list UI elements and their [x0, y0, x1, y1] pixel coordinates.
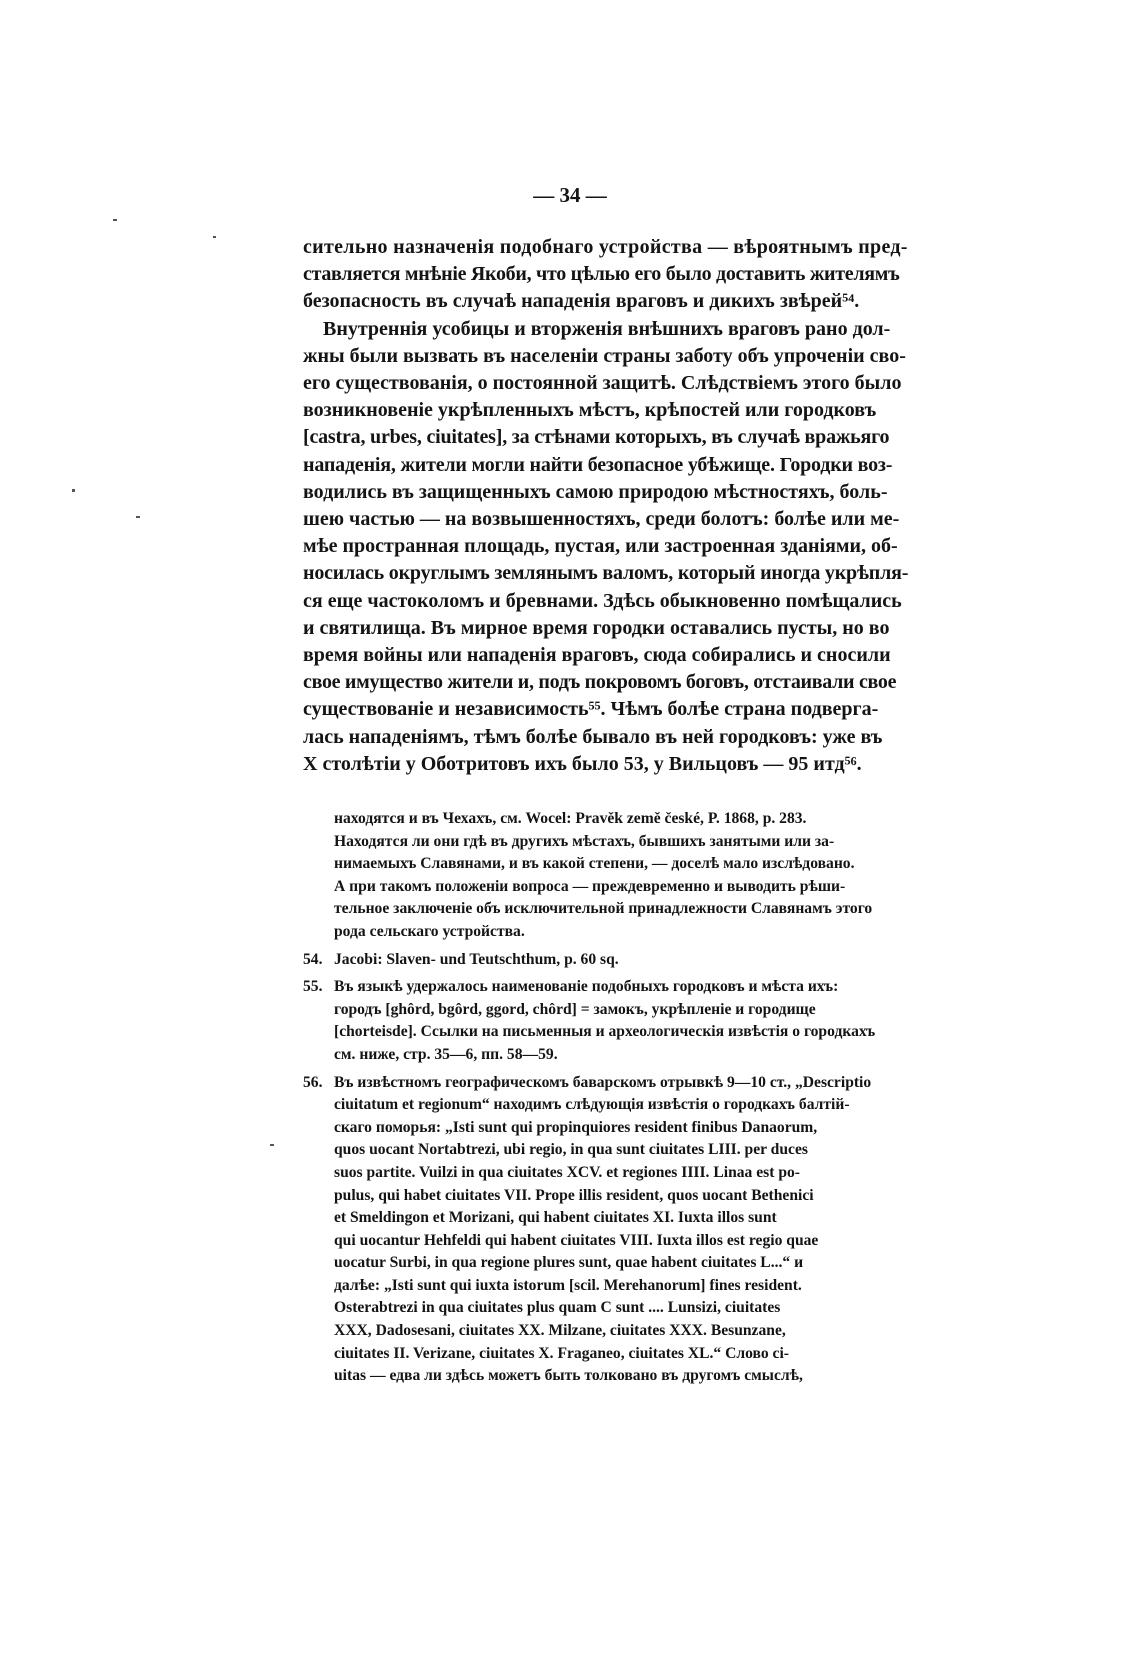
footnote-line: XXX, Dadosesani, ciuitates XX. Milzane, ciuitates XXX. Besunzane,	[334, 1322, 786, 1340]
footnote-line: ciuitatum et regionum“ находимъ слѣдующія извѣстія о городкахъ балтій-	[334, 1096, 850, 1114]
footnote-56	[303, 1072, 979, 1388]
footnote-line: тельное заключеніе объ исключительной принадлежности Славянамъ этого	[334, 900, 873, 918]
body-line: Внутреннія усобицы и вторженія внѣшнихъ враговъ рано дол-	[303, 317, 891, 340]
body-line: [castra, urbes, ciuitates], за стѣнами которыхъ, въ случаѣ вражьяго	[303, 426, 890, 449]
body-line: носилась округлымъ землянымъ валомъ, который иногда укрѣпля-	[303, 562, 909, 585]
footnote-line: скаго поморья: „Isti sunt qui propinquiores resident finibus Danaorum,	[334, 1118, 818, 1136]
footnote-line: uocatur Surbi, in qua regione plures sunt, quae habent ciuitates L...“ и	[334, 1254, 804, 1272]
body-line: сительно назначенія подобнаго устройства — вѣроятнымъ пред-	[303, 236, 908, 258]
scan-speck	[136, 516, 140, 518]
scan-speck	[72, 489, 75, 492]
body-line: время войны или нападенія враговъ, сюда собирались и сносили	[303, 644, 891, 667]
footnote-line	[303, 976, 979, 999]
body-line: безопасность въ случаѣ нападенія враговъ и дикихъ звѣрей⁵⁴.	[303, 290, 860, 313]
footnote-line: suos partite. Vuilzi in qua ciuitates XCV. et regiones IIII. Linaa est po-	[334, 1163, 800, 1181]
footnote-line: далѣе: „Isti sunt qui iuxta istorum [scil. Merehanorum] fines resident.	[334, 1276, 802, 1294]
footnote-number: 56.	[303, 1073, 323, 1091]
footnote-line	[303, 949, 979, 972]
footnote-line: см. ниже, стр. 35—6, пп. 58—59.	[334, 1045, 558, 1063]
footnote-line: городъ [ghôrd, bgôrd, ggord, chôrd] = замокъ, укрѣпленіе и городище	[334, 1000, 816, 1018]
footnote-line: [chorteisde]. Ссылки на письменныя и археологическія извѣстія о городкахъ	[334, 1023, 876, 1041]
footnote-line: qui uocantur Hehfeldi qui habent ciuitates VIII. Iuxta illos est regio quae	[334, 1231, 819, 1249]
body-line: и святилища. Въ мирное время городки оставались пусты, но во	[303, 616, 890, 639]
scan-speck	[113, 219, 117, 221]
body-line: ставляется мнѣніе Якоби, что цѣлью его было доставить жителямъ	[303, 263, 900, 286]
body-line: возникновеніе укрѣпленныхъ мѣстъ, крѣпостей или городковъ	[303, 399, 877, 422]
body-line: мѣе пространная площадь, пустая, или застроенная зданіями, об-	[303, 535, 898, 558]
footnote-number: 54.	[303, 950, 323, 968]
footnote-line: Osterabtrezi in qua ciuitates plus quam C sunt .... Lunsizi, ciuitates	[334, 1299, 781, 1317]
body-line: шею частью — на возвышенностяхъ, среди болотъ: болѣе или ме-	[303, 508, 900, 531]
body-line: его существованія, о постоянной защитѣ. Слѣдствіемъ этого было	[303, 372, 902, 395]
scan-speck	[270, 1144, 274, 1146]
footnote-line: et Smeldingon et Morizani, qui habent ciuitates XI. Iuxta illos sunt	[334, 1209, 777, 1227]
footnote-line: А при такомъ положеніи вопроса — преждевременно и выводить рѣши-	[334, 877, 846, 895]
body-line: ся еще частоколомъ и бревнами. Здѣсь обыкновенно помѣщались	[303, 589, 902, 612]
body-line: существованіе и независимость⁵⁵. Чѣмъ болѣе страна подверга-	[303, 698, 879, 721]
footnote-line: рода сельскаго устройства.	[334, 922, 525, 940]
scan-speck	[213, 236, 216, 238]
footnote-text: Въ языкѣ удержалось наименованіе подобныхъ городковъ и мѣста ихъ:	[334, 978, 839, 996]
footnotes	[303, 808, 979, 1388]
body-line: свое имущество жители и, подъ покровомъ боговъ, отстаивали свое	[303, 671, 897, 694]
footnote-line: ciuitates II. Verizane, ciuitates X. Fraganeo, ciuitates XL.“ Слово ci-	[334, 1344, 789, 1362]
page-number: — 34 —	[533, 183, 607, 207]
footnote-line: нимаемыхъ Славянами, и въ какой степени, — доселѣ мало изслѣдовано.	[334, 855, 855, 873]
footnote-line: pulus, qui habet ciuitates VII. Prope illis resident, quos uocant Bethenici	[334, 1186, 814, 1204]
footnote-54	[303, 949, 979, 972]
body-line: жны были вызвать въ населеніи страны заботу объ упроченіи сво-	[303, 344, 906, 367]
footnote-text: Въ извѣстномъ географическомъ баварскомъ отрывкѣ 9—10 ст., „Descriptio	[334, 1073, 872, 1091]
footnote-continuation	[334, 808, 979, 944]
footnote-text: Jacobi: Slaven- und Teutschthum, p. 60 sq.	[334, 950, 619, 968]
body-line: X столѣтіи у Оботритовъ ихъ было 53, у Вильцовъ — 95 итд⁵⁶.	[303, 752, 862, 775]
body-line: водились въ защищенныхъ самою природою мѣстностяхъ, боль-	[303, 480, 888, 503]
body-line: нападенія, жители могли найти безопасное убѣжище. Городки воз-	[303, 453, 893, 476]
footnote-line: Находятся ли они гдѣ въ другихъ мѣстахъ, бывшихъ занятыми или за-	[334, 832, 835, 850]
footnote-line	[303, 1072, 979, 1095]
footnote-line: quos uocant Nortabtrezi, ubi regio, in qua sunt ciuitates LIII. per duces	[334, 1141, 808, 1159]
body-line: лась нападеніямъ, тѣмъ болѣе бывало въ ней городковъ: уже въ	[303, 725, 883, 748]
footnote-line: находятся и въ Чехахъ, см. Wocel: Pravěk země české, P. 1868, p. 283.	[334, 810, 807, 827]
main-text	[303, 234, 979, 778]
footnote-number: 55.	[303, 978, 323, 996]
footnote-line: uitas — едва ли здѣсь можетъ быть толковано въ другомъ смыслѣ,	[334, 1367, 803, 1385]
footnote-55	[303, 976, 979, 1066]
